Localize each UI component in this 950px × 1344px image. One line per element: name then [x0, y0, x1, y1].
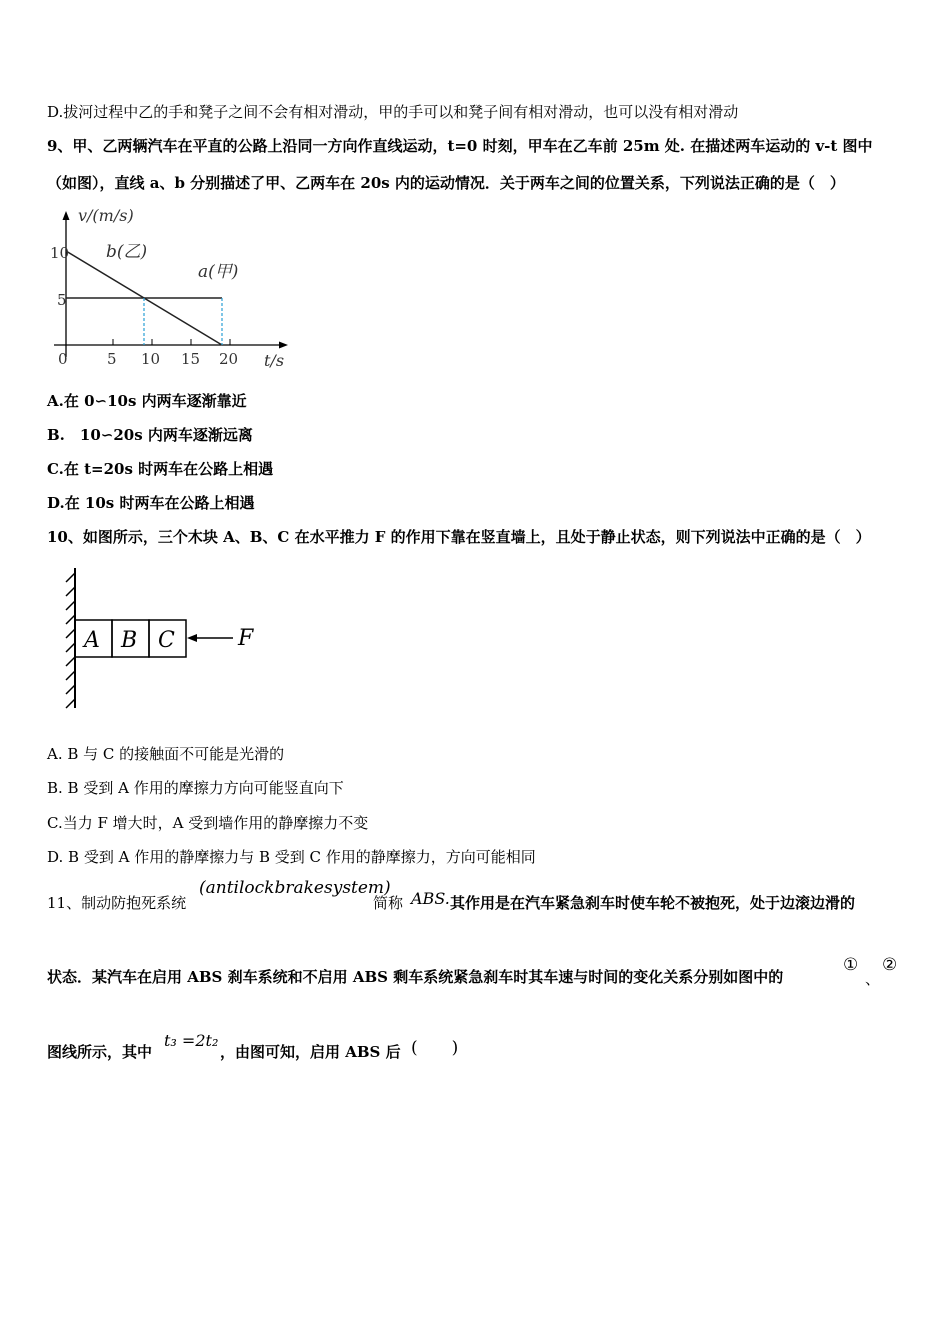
- q11-line1-prefix: 11、制动防抱死系统: [47, 894, 187, 912]
- x-axis-arrow: [279, 342, 288, 349]
- q10-option-d: D. B 受到 A 作用的静摩擦力与 B 受到 C 作用的静摩擦力，方向可能相同: [47, 848, 536, 866]
- q11-abs-math: ABS.: [411, 889, 450, 908]
- y-tick-10: 10: [50, 244, 70, 262]
- q9-option-b: B. 10∽20s 内两车逐渐远离: [47, 426, 253, 444]
- x-axis-label: t/s: [264, 351, 285, 370]
- line-b-label: b(乙): [106, 242, 148, 262]
- block-b-label: B: [121, 628, 138, 653]
- blocks-figure: [55, 565, 275, 715]
- q9-stem-line1: 9、甲、乙两辆汽车在平直的公路上沿同一方向作直线运动，t=0 时刻，甲车在乙车前 25m 处. 在描述两车运动的 v-t 图中: [47, 137, 873, 155]
- q11-line3-prefix: 图线所示，其中: [47, 1043, 153, 1061]
- q11-line1-mid: 简称: [373, 894, 404, 912]
- x-tick-5: 5: [107, 350, 117, 368]
- q11-circle-2: ②: [882, 955, 898, 975]
- q9-stem-line2: （如图），直线 a、b 分别描述了甲、乙两车在 20s 内的运动情况．关于两车之间的位置关系，下列说法正确的是（ ）: [47, 174, 845, 192]
- wall-hatching: [66, 573, 75, 708]
- line-a-label: a(甲): [198, 262, 239, 282]
- q9-option-a: A.在 0∽10s 内两车逐渐靠近: [47, 392, 247, 410]
- x-tick-20: 20: [219, 350, 239, 368]
- force-arrowhead: [187, 634, 197, 642]
- y-axis-label: v/(m/s): [78, 206, 134, 225]
- q10-option-b: B. B 受到 A 作用的摩擦力方向可能竖直向下: [47, 779, 344, 797]
- q11-math-antilock: (antilockbrakesystem): [199, 878, 391, 898]
- q10-option-a: A. B 与 C 的接触面不可能是光滑的: [47, 745, 285, 763]
- q11-separator: 、: [865, 970, 881, 988]
- force-label: F: [238, 626, 254, 651]
- q11-line3-suffix: ，由图可知，启用 ABS 后: [220, 1043, 401, 1061]
- block-a-label: A: [84, 628, 100, 653]
- y-axis-arrow: [63, 211, 70, 220]
- y-tick-5: 5: [57, 291, 67, 309]
- q10-option-c: C.当力 F 增大时，A 受到墙作用的静摩擦力不变: [47, 814, 369, 832]
- x-tick-10: 10: [141, 350, 161, 368]
- q11-math-t3: t₃ =2t₂: [164, 1031, 219, 1050]
- q8-option-d: D.拔河过程中乙的手和凳子之间不会有相对滑动，甲的手可以和凳子间有相对滑动，也可以没有相对滑动: [47, 103, 739, 121]
- block-c-label: C: [158, 628, 175, 653]
- vt-graph: [40, 205, 300, 375]
- q11-answer-bracket: ( ): [411, 1038, 459, 1058]
- x-tick-15: 15: [181, 350, 201, 368]
- q9-option-c: C.在 t=20s 时两车在公路上相遇: [47, 460, 274, 478]
- q11-line1-suffix: 其作用是在汽车紧急刹车时使车轮不被抱死，处于边滚边滑的: [450, 894, 856, 912]
- q9-option-d: D.在 10s 时两车在公路上相遇: [47, 494, 255, 512]
- q10-stem: 10、如图所示，三个木块 A、B、C 在水平推力 F 的作用下靠在竖直墙上，且处于静止状态，则下列说法中正确的是（ ）: [47, 528, 871, 546]
- origin-label: 0: [58, 350, 68, 368]
- q11-circle-1: ①: [843, 955, 859, 975]
- q11-line2: 状态．某汽车在启用 ABS 刹车系统和不启用 ABS 剩车系统紧急刹车时其车速与时间的变化关系分别如图中的: [47, 968, 784, 986]
